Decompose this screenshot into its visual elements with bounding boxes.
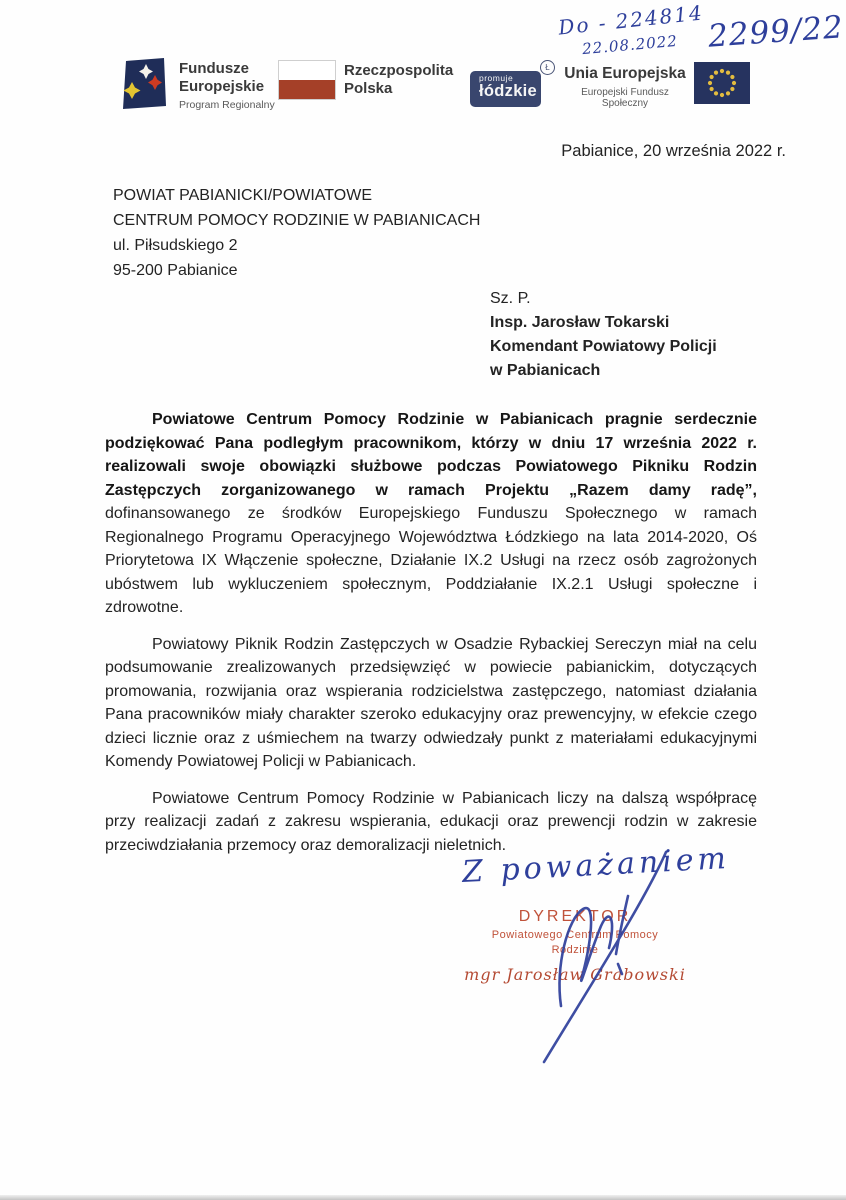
registry-note-date: 22.08.2022 (581, 31, 679, 59)
eu-flag-icon (694, 62, 750, 109)
paragraph-1-bold: Powiatowe Centrum Pomocy Rodzinie w Pabianicach pragnie serdecznie podziękować Pana podległym pracownikom, którzy w dniu 17 września 2022 r. realizowali swoje obowiązki służbowe podczas Powiatowego Pikniku Rodzin Zastępczych zorganizowanego w ramach Projektu „Razem damy radę”, (105, 411, 757, 499)
registry-note-line1: Do - 224814 (557, 0, 705, 40)
sender-block (113, 183, 480, 283)
stamp-signed-name: mgr Jarosław Grabowski (464, 965, 686, 984)
recipient-block (490, 287, 717, 383)
logo-unia-text (560, 65, 690, 109)
stamp-org-line2: Rodzinie (551, 944, 599, 956)
paragraph-1-regular: dofinansowanego ze środków Europejskiego Funduszu Społecznego w ramach Regionalnego Programu Operacyjnego Województwa Łódzkiego na lata 2014-2020, Oś Priorytetowa IX Włączenie społeczne, Działanie IX.2 Usługi na rzecz osób zagrożonych ubóstwem lub wykluczeniem społecznym, Poddziałanie IX.2.1 Usługi społeczne i zdrowotne. (105, 505, 757, 616)
logo-unia-title: Unia Europejska (564, 65, 686, 82)
logo-fundusze-title-line1: Fundusze (179, 60, 249, 77)
funding-logo-strip (0, 0, 846, 130)
sender-line: CENTRUM POMOCY RODZINIE W PABIANICACH (113, 212, 481, 229)
scan-edge-shadow (0, 1195, 846, 1200)
sender-line: POWIAT PABIANICKI/POWIATOWE (113, 187, 372, 204)
dateline: Pabianice, 20 września 2022 r. (561, 142, 786, 160)
recipient-name: Insp. Jarosław Tokarski (490, 314, 670, 331)
paragraph-3: Powiatowe Centrum Pomocy Rodzinie w Pabianicach liczy na dalszą współpracę przy realizacji zadań z zakresu wspierania, edukacji oraz prewencji rodzin w zakresie przeciwdziałania przemocy oraz demoralizacji nieletnich. (105, 789, 757, 854)
recipient-city: w Pabianicach (490, 362, 601, 379)
logo-rp-title-line1: Rzeczpospolita (344, 62, 454, 79)
sender-line: ul. Piłsudskiego 2 (113, 237, 238, 254)
logo-lodzkie-promuje: promuje (479, 73, 514, 83)
logo-fundusze-text (179, 60, 275, 111)
paragraph-1 (105, 408, 757, 620)
handwritten-closing: Z poważaniem (461, 841, 731, 890)
logo-rp-title-line2: Polska (344, 80, 393, 97)
eu-funds-flag-icon (118, 56, 168, 115)
logo-rzeczpospolita-text (344, 62, 453, 98)
logo-fundusze-europejskie (118, 56, 275, 115)
recipient-salutation: Sz. P. (490, 290, 531, 307)
logo-lodzkie-name: łódzkie (479, 82, 538, 100)
logo-lodzkie (470, 71, 541, 107)
sender-line: 95-200 Pabianice (113, 262, 238, 279)
logo-unia-subtitle: Europejski Fundusz Społeczny (581, 87, 669, 109)
stamp-title: DYREKTOR (518, 908, 632, 925)
poland-flag-icon (278, 60, 336, 100)
registry-note-number: 2299/22 (706, 9, 845, 55)
logo-fundusze-title-line2: Europejskie (179, 78, 265, 95)
paragraph-2: Powiatowy Piknik Rodzin Zastępczych w Osadzie Rybackiej Sereczyn miał na celu podsumowanie zrealizowanych przedsięwzięć w powiecie pabianickim, dotyczących promowania, rozwijania oraz wspierania rodzicielstwa zastępczego, natomiast działania Pana pracowników miały charakter szeroko edukacyjny oraz prewencyjny, w efekcie czego dzieci licznie oraz z uśmiechem na twarzy odwiedzały punkt z materiałami edukacyjnymi Komendy Powiatowej Policji w Pabianicach. (105, 635, 757, 770)
letter-body (105, 408, 757, 870)
stamp-org-line1: Powiatowego Centrum Pomocy (491, 929, 659, 941)
recipient-title: Komendant Powiatowy Policji (490, 338, 717, 355)
lodzkie-trademark-icon: Ł (540, 60, 555, 75)
director-stamp (455, 908, 695, 956)
logo-fundusze-subtitle: Program Regionalny (179, 99, 275, 111)
